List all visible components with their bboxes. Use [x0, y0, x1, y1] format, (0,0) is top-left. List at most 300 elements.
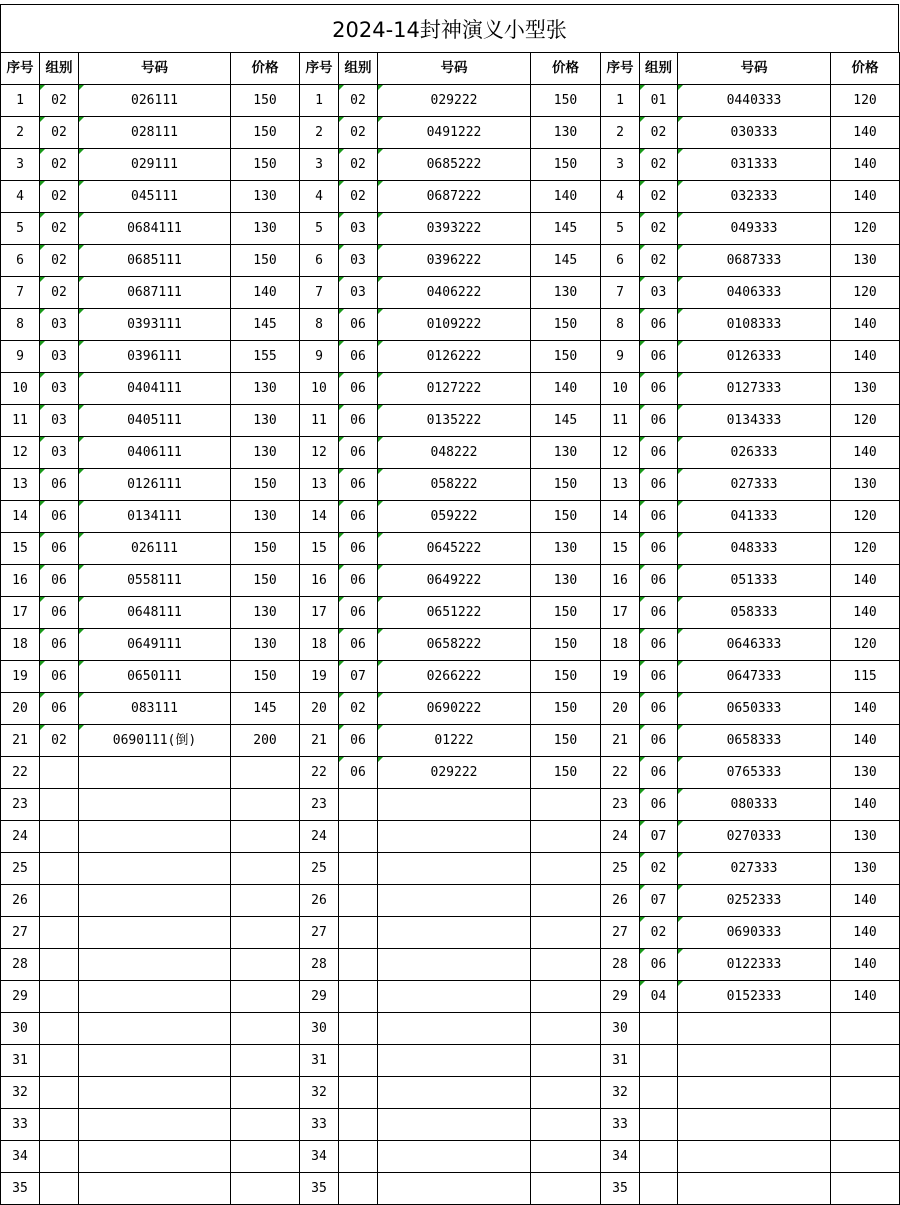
cell-price: 140 [831, 309, 900, 341]
cell-number: 0152333 [678, 981, 831, 1013]
cell-group [640, 1109, 678, 1141]
cell-seq: 7 [601, 277, 640, 309]
cell-number [378, 821, 531, 853]
cell-seq: 8 [1, 309, 40, 341]
cell-price [231, 885, 300, 917]
cell-number [378, 1173, 531, 1205]
cell-group: 07 [339, 661, 378, 693]
cell-seq: 4 [601, 181, 640, 213]
cell-number: 0687111 [79, 277, 231, 309]
cell-group: 06 [640, 405, 678, 437]
cell-price [231, 1109, 300, 1141]
cell-price [231, 1141, 300, 1173]
header-number: 号码 [678, 53, 831, 85]
cell-group [40, 885, 79, 917]
cell-price: 150 [531, 725, 601, 757]
cell-group: 06 [640, 757, 678, 789]
header-row [1, 53, 900, 85]
cell-number: 0684111 [79, 213, 231, 245]
cell-seq: 27 [300, 917, 339, 949]
cell-price: 150 [231, 469, 300, 501]
cell-number: 0648111 [79, 597, 231, 629]
cell-group [40, 789, 79, 821]
table-row [1, 981, 900, 1013]
cell-group: 03 [40, 437, 79, 469]
cell-seq: 30 [1, 1013, 40, 1045]
cell-number: 0266222 [378, 661, 531, 693]
cell-price [231, 853, 300, 885]
cell-number [678, 1173, 831, 1205]
cell-price: 150 [531, 597, 601, 629]
cell-seq: 12 [601, 437, 640, 469]
cell-price: 145 [531, 405, 601, 437]
cell-price: 130 [831, 245, 900, 277]
cell-number [79, 917, 231, 949]
cell-seq: 11 [300, 405, 339, 437]
cell-group: 06 [640, 693, 678, 725]
cell-number: 045111 [79, 181, 231, 213]
cell-group [40, 1077, 79, 1109]
cell-seq: 2 [601, 117, 640, 149]
cell-seq: 14 [300, 501, 339, 533]
cell-seq: 31 [601, 1045, 640, 1077]
cell-number: 0690333 [678, 917, 831, 949]
cell-number: 041333 [678, 501, 831, 533]
table-row [1, 437, 900, 469]
table-row [1, 629, 900, 661]
cell-price: 150 [231, 565, 300, 597]
cell-price [231, 821, 300, 853]
cell-group: 06 [339, 469, 378, 501]
cell-seq: 21 [601, 725, 640, 757]
cell-price: 150 [531, 469, 601, 501]
cell-group: 02 [40, 245, 79, 277]
cell-price [531, 1109, 601, 1141]
cell-group: 06 [640, 597, 678, 629]
cell-price [531, 789, 601, 821]
cell-seq: 23 [601, 789, 640, 821]
sheet-title: 2024-14封神演义小型张 [0, 4, 899, 52]
cell-seq: 32 [1, 1077, 40, 1109]
cell-seq: 20 [1, 693, 40, 725]
cell-seq: 19 [1, 661, 40, 693]
cell-price: 150 [531, 629, 601, 661]
cell-group: 02 [40, 149, 79, 181]
cell-number [79, 1173, 231, 1205]
cell-price: 200 [231, 725, 300, 757]
cell-price: 130 [231, 629, 300, 661]
cell-number: 0109222 [378, 309, 531, 341]
cell-seq: 17 [300, 597, 339, 629]
cell-price: 150 [231, 149, 300, 181]
cell-price: 130 [231, 373, 300, 405]
cell-seq: 10 [601, 373, 640, 405]
cell-number: 0406111 [79, 437, 231, 469]
cell-group: 06 [640, 949, 678, 981]
header-group: 组别 [640, 53, 678, 85]
cell-number [378, 917, 531, 949]
cell-number [79, 1013, 231, 1045]
cell-group: 06 [40, 661, 79, 693]
cell-seq: 14 [1, 501, 40, 533]
table-row [1, 501, 900, 533]
header-seq: 序号 [1, 53, 40, 85]
cell-seq: 16 [1, 565, 40, 597]
cell-group [40, 853, 79, 885]
cell-price [531, 885, 601, 917]
cell-number: 027333 [678, 469, 831, 501]
cell-number: 080333 [678, 789, 831, 821]
cell-price: 130 [231, 437, 300, 469]
cell-seq: 34 [601, 1141, 640, 1173]
cell-group: 03 [40, 309, 79, 341]
cell-seq: 34 [1, 1141, 40, 1173]
cell-seq: 27 [1, 917, 40, 949]
table-row [1, 373, 900, 405]
cell-price: 140 [531, 181, 601, 213]
cell-number: 029111 [79, 149, 231, 181]
cell-price [831, 1077, 900, 1109]
table-row [1, 181, 900, 213]
cell-seq: 25 [300, 853, 339, 885]
cell-number: 048222 [378, 437, 531, 469]
cell-number [378, 1141, 531, 1173]
table-row [1, 149, 900, 181]
cell-number [678, 1109, 831, 1141]
cell-number [79, 1109, 231, 1141]
cell-number: 028111 [79, 117, 231, 149]
cell-number: 0134333 [678, 405, 831, 437]
cell-price: 150 [531, 149, 601, 181]
cell-price: 120 [831, 533, 900, 565]
cell-group: 02 [339, 149, 378, 181]
cell-group: 02 [640, 213, 678, 245]
cell-price: 150 [531, 757, 601, 789]
cell-seq: 2 [300, 117, 339, 149]
cell-seq: 28 [300, 949, 339, 981]
cell-group: 06 [40, 629, 79, 661]
cell-group: 06 [640, 437, 678, 469]
cell-group: 06 [339, 373, 378, 405]
table-row [1, 725, 900, 757]
table-row [1, 917, 900, 949]
cell-price [231, 1173, 300, 1205]
header-seq: 序号 [300, 53, 339, 85]
cell-seq: 19 [601, 661, 640, 693]
cell-number: 0126333 [678, 341, 831, 373]
cell-number [79, 885, 231, 917]
table-row [1, 565, 900, 597]
cell-seq: 1 [601, 85, 640, 117]
cell-number: 0687333 [678, 245, 831, 277]
cell-group [339, 789, 378, 821]
cell-price: 140 [831, 981, 900, 1013]
cell-seq: 29 [1, 981, 40, 1013]
cell-price [531, 949, 601, 981]
cell-number: 083111 [79, 693, 231, 725]
cell-price: 140 [831, 949, 900, 981]
cell-number: 0127333 [678, 373, 831, 405]
cell-price: 145 [531, 245, 601, 277]
cell-price: 145 [231, 309, 300, 341]
cell-seq: 4 [300, 181, 339, 213]
header-number: 号码 [79, 53, 231, 85]
cell-number [79, 757, 231, 789]
cell-price: 130 [531, 117, 601, 149]
cell-number: 0651222 [378, 597, 531, 629]
cell-group: 06 [339, 757, 378, 789]
cell-price: 120 [831, 501, 900, 533]
cell-seq: 1 [1, 85, 40, 117]
cell-number [378, 1013, 531, 1045]
cell-number: 0649222 [378, 565, 531, 597]
cell-group: 02 [640, 149, 678, 181]
cell-price [531, 821, 601, 853]
cell-price: 150 [531, 501, 601, 533]
cell-seq: 5 [601, 213, 640, 245]
header-group: 组别 [339, 53, 378, 85]
table-row [1, 1173, 900, 1205]
cell-number [678, 1141, 831, 1173]
cell-number: 0135222 [378, 405, 531, 437]
cell-seq: 17 [601, 597, 640, 629]
cell-price: 150 [531, 341, 601, 373]
table-row [1, 117, 900, 149]
cell-number [378, 949, 531, 981]
cell-price: 130 [231, 213, 300, 245]
cell-group: 02 [40, 725, 79, 757]
table-row [1, 1045, 900, 1077]
cell-seq: 3 [300, 149, 339, 181]
cell-seq: 6 [300, 245, 339, 277]
cell-number: 031333 [678, 149, 831, 181]
cell-seq: 20 [601, 693, 640, 725]
cell-seq: 19 [300, 661, 339, 693]
cell-price: 150 [531, 661, 601, 693]
cell-group: 06 [40, 533, 79, 565]
cell-group: 06 [339, 341, 378, 373]
cell-number: 0658333 [678, 725, 831, 757]
cell-number [79, 853, 231, 885]
table-row [1, 597, 900, 629]
cell-group [339, 1013, 378, 1045]
cell-seq: 3 [1, 149, 40, 181]
cell-price: 140 [831, 789, 900, 821]
cell-number [678, 1077, 831, 1109]
cell-group: 06 [40, 565, 79, 597]
cell-number: 0647333 [678, 661, 831, 693]
cell-seq: 5 [1, 213, 40, 245]
cell-price: 150 [231, 245, 300, 277]
cell-price: 120 [831, 277, 900, 309]
cell-group: 06 [339, 437, 378, 469]
cell-seq: 25 [1, 853, 40, 885]
table-row [1, 1013, 900, 1045]
cell-seq: 4 [1, 181, 40, 213]
cell-seq: 33 [300, 1109, 339, 1141]
cell-price: 130 [531, 533, 601, 565]
cell-group: 02 [339, 117, 378, 149]
cell-group [40, 1045, 79, 1077]
cell-seq: 12 [1, 437, 40, 469]
cell-price: 130 [831, 373, 900, 405]
cell-seq: 12 [300, 437, 339, 469]
cell-seq: 11 [601, 405, 640, 437]
cell-number: 0404111 [79, 373, 231, 405]
cell-number: 0658222 [378, 629, 531, 661]
cell-seq: 28 [1, 949, 40, 981]
cell-seq: 32 [601, 1077, 640, 1109]
cell-seq: 8 [300, 309, 339, 341]
cell-group [40, 1109, 79, 1141]
header-number: 号码 [378, 53, 531, 85]
cell-group: 06 [640, 501, 678, 533]
cell-number [79, 1077, 231, 1109]
table-row [1, 469, 900, 501]
cell-group: 06 [640, 661, 678, 693]
cell-group: 06 [339, 565, 378, 597]
cell-group [40, 757, 79, 789]
cell-price [231, 757, 300, 789]
cell-price: 140 [831, 149, 900, 181]
cell-number: 0685111 [79, 245, 231, 277]
cell-group: 02 [640, 181, 678, 213]
cell-price: 140 [831, 725, 900, 757]
table-row [1, 1141, 900, 1173]
cell-number [378, 1077, 531, 1109]
cell-number: 0650111 [79, 661, 231, 693]
cell-group: 02 [40, 181, 79, 213]
cell-group: 06 [40, 693, 79, 725]
cell-group: 06 [40, 469, 79, 501]
cell-group: 03 [40, 341, 79, 373]
cell-group: 03 [339, 245, 378, 277]
cell-price [531, 1013, 601, 1045]
cell-seq: 6 [601, 245, 640, 277]
cell-price: 150 [231, 85, 300, 117]
cell-group [339, 1173, 378, 1205]
cell-price [231, 1045, 300, 1077]
table-row [1, 85, 900, 117]
cell-number: 0649111 [79, 629, 231, 661]
cell-seq: 24 [601, 821, 640, 853]
cell-price: 140 [831, 917, 900, 949]
cell-price: 140 [831, 181, 900, 213]
table-row [1, 277, 900, 309]
cell-group: 06 [339, 597, 378, 629]
cell-number: 032333 [678, 181, 831, 213]
cell-group: 02 [339, 181, 378, 213]
cell-number: 058222 [378, 469, 531, 501]
cell-number: 0270333 [678, 821, 831, 853]
cell-seq: 26 [300, 885, 339, 917]
cell-group [339, 1109, 378, 1141]
cell-seq: 2 [1, 117, 40, 149]
cell-seq: 34 [300, 1141, 339, 1173]
cell-number: 0126111 [79, 469, 231, 501]
cell-number: 027333 [678, 853, 831, 885]
cell-group: 06 [640, 469, 678, 501]
table-row [1, 309, 900, 341]
cell-price: 150 [531, 693, 601, 725]
cell-number: 01222 [378, 725, 531, 757]
cell-group [339, 821, 378, 853]
cell-number: 0108333 [678, 309, 831, 341]
cell-group: 06 [339, 405, 378, 437]
cell-group: 02 [339, 693, 378, 725]
cell-seq: 35 [1, 1173, 40, 1205]
cell-number: 0122333 [678, 949, 831, 981]
header-price: 价格 [831, 53, 900, 85]
cell-price: 150 [531, 85, 601, 117]
cell-number [378, 981, 531, 1013]
cell-price: 150 [231, 117, 300, 149]
cell-number [79, 949, 231, 981]
cell-group: 06 [339, 533, 378, 565]
cell-number: 059222 [378, 501, 531, 533]
table-row [1, 405, 900, 437]
cell-number: 049333 [678, 213, 831, 245]
cell-group [339, 1077, 378, 1109]
cell-group [339, 853, 378, 885]
cell-price: 150 [231, 533, 300, 565]
cell-number: 058333 [678, 597, 831, 629]
cell-price: 140 [831, 693, 900, 725]
cell-seq: 16 [300, 565, 339, 597]
cell-seq: 21 [300, 725, 339, 757]
cell-price: 130 [231, 597, 300, 629]
cell-price [231, 1077, 300, 1109]
cell-group: 06 [640, 565, 678, 597]
cell-seq: 33 [601, 1109, 640, 1141]
cell-number [79, 1045, 231, 1077]
cell-price: 150 [231, 661, 300, 693]
cell-group [40, 1013, 79, 1045]
cell-price: 130 [831, 469, 900, 501]
cell-price: 140 [831, 341, 900, 373]
cell-seq: 29 [300, 981, 339, 1013]
cell-group: 02 [40, 277, 79, 309]
header-group: 组别 [40, 53, 79, 85]
cell-group [40, 1173, 79, 1205]
cell-seq: 24 [1, 821, 40, 853]
cell-group [339, 1141, 378, 1173]
cell-group [40, 917, 79, 949]
cell-group [40, 981, 79, 1013]
cell-group: 02 [640, 117, 678, 149]
cell-seq: 11 [1, 405, 40, 437]
cell-price [531, 917, 601, 949]
cell-price: 140 [231, 277, 300, 309]
cell-price: 120 [831, 85, 900, 117]
cell-seq: 1 [300, 85, 339, 117]
cell-number: 0491222 [378, 117, 531, 149]
cell-number: 0126222 [378, 341, 531, 373]
cell-group [339, 917, 378, 949]
cell-group: 03 [339, 213, 378, 245]
cell-number: 026111 [79, 85, 231, 117]
cell-number [378, 853, 531, 885]
cell-group: 06 [339, 501, 378, 533]
table-row [1, 245, 900, 277]
cell-seq: 22 [601, 757, 640, 789]
cell-price: 140 [531, 373, 601, 405]
cell-seq: 22 [300, 757, 339, 789]
cell-group: 02 [40, 85, 79, 117]
cell-price [531, 1141, 601, 1173]
cell-number: 048333 [678, 533, 831, 565]
cell-seq: 31 [1, 1045, 40, 1077]
